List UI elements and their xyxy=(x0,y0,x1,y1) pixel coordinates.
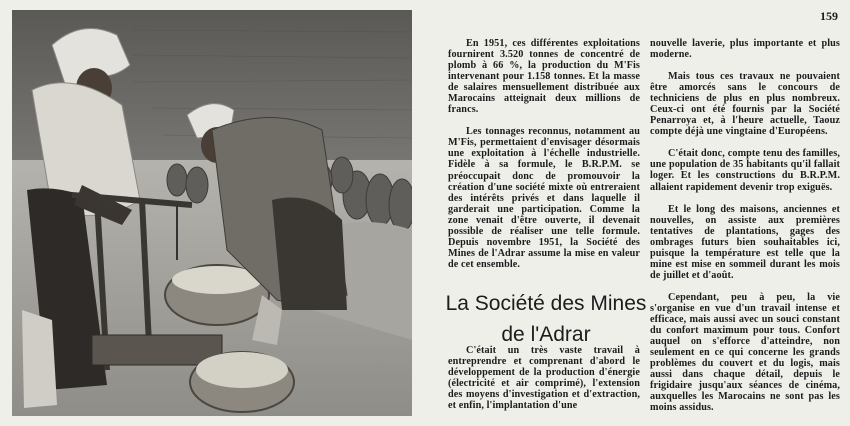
paragraph: Cependant, peu à peu, la vie s'organise en vue d'un travail intense et efficace, mais aussi avec un souci constant du confort maximum pour tous. Confort auquel on s'efforce d'atteindre, non seulement en ce qui concerne les grands problèmes du couvert et du logis, mais aussi dans chaque détail, depuis le frigidaire jusqu'aux séances de cinéma, auxquelles les Marocains ne sont pas les moins assidus. xyxy=(650,291,840,414)
page-number: 159 xyxy=(820,9,838,23)
paragraph: C'était un très vaste travail à entreprendre et comprenant d'abord le développement de la production d'énergie (électricité et air comprimé), l'extension des moyens d'investigation et d'extraction, et enfin, l'implantation d'une xyxy=(448,345,640,412)
paragraph: Les tonnages reconnus, notamment au M'Fis, permettaient d'envisager désormais une exploitation à l'échelle industrielle. Fidèle à sa formule, le B.R.P.M. se préoccupait donc de promouvoir la création d'une société mixte où entreraient des intérêts privés et dans laquelle il garderait une participation. Comme la zone venait d'être ouverte, il devenait possible de réaliser une telle formule. Depuis novembre 1951, la Société des Mines de l'Adrar assume la mise en valeur de cet ensemble. xyxy=(448,126,640,270)
section-heading xyxy=(440,288,652,350)
photo-miners-weighing-ore xyxy=(12,10,412,416)
text-column-left-bottom xyxy=(448,345,640,422)
paragraph: Mais tous ces travaux ne pouvaient être amorcés sans le concours de techniciens de plus en plus nombreux. Ceux-ci ont été fournis par la Société Penarroya et, à l'heure actuelle, Taouz compte déjà une vingtaine d'Européens. xyxy=(650,71,840,138)
text-column-left xyxy=(448,38,640,281)
section-heading-line2: de l'Adrar xyxy=(501,323,591,346)
paragraph: Et le long des maisons, anciennes et nouvelles, on assiste aux premières tentatives de plantations, gages des ombrages futurs bien souhaitables ici, puisque la température est telle que la mine est mise en sommeil durant les mois de juillet et d'août. xyxy=(650,203,840,281)
paragraph: nouvelle laverie, plus importante et plus moderne. xyxy=(650,38,840,61)
section-heading-line1: La Société des Mines xyxy=(445,292,647,315)
text-column-right xyxy=(650,38,840,424)
paragraph: C'était donc, compte tenu des familles, une population de 35 habitants qu'il fallait loger. Et les constructions du B.R.P.M. allaient rapidement devenir trop exiguës. xyxy=(650,148,840,193)
paragraph: En 1951, ces différentes exploitations fournirent 3.520 tonnes de concentré de plomb à 66 %, la production du M'Fis intervenant pour 1.158 tonnes. Et la masse de salaires mensuellement distribuée aux Marocains atteignait deux millions de francs. xyxy=(448,38,640,116)
